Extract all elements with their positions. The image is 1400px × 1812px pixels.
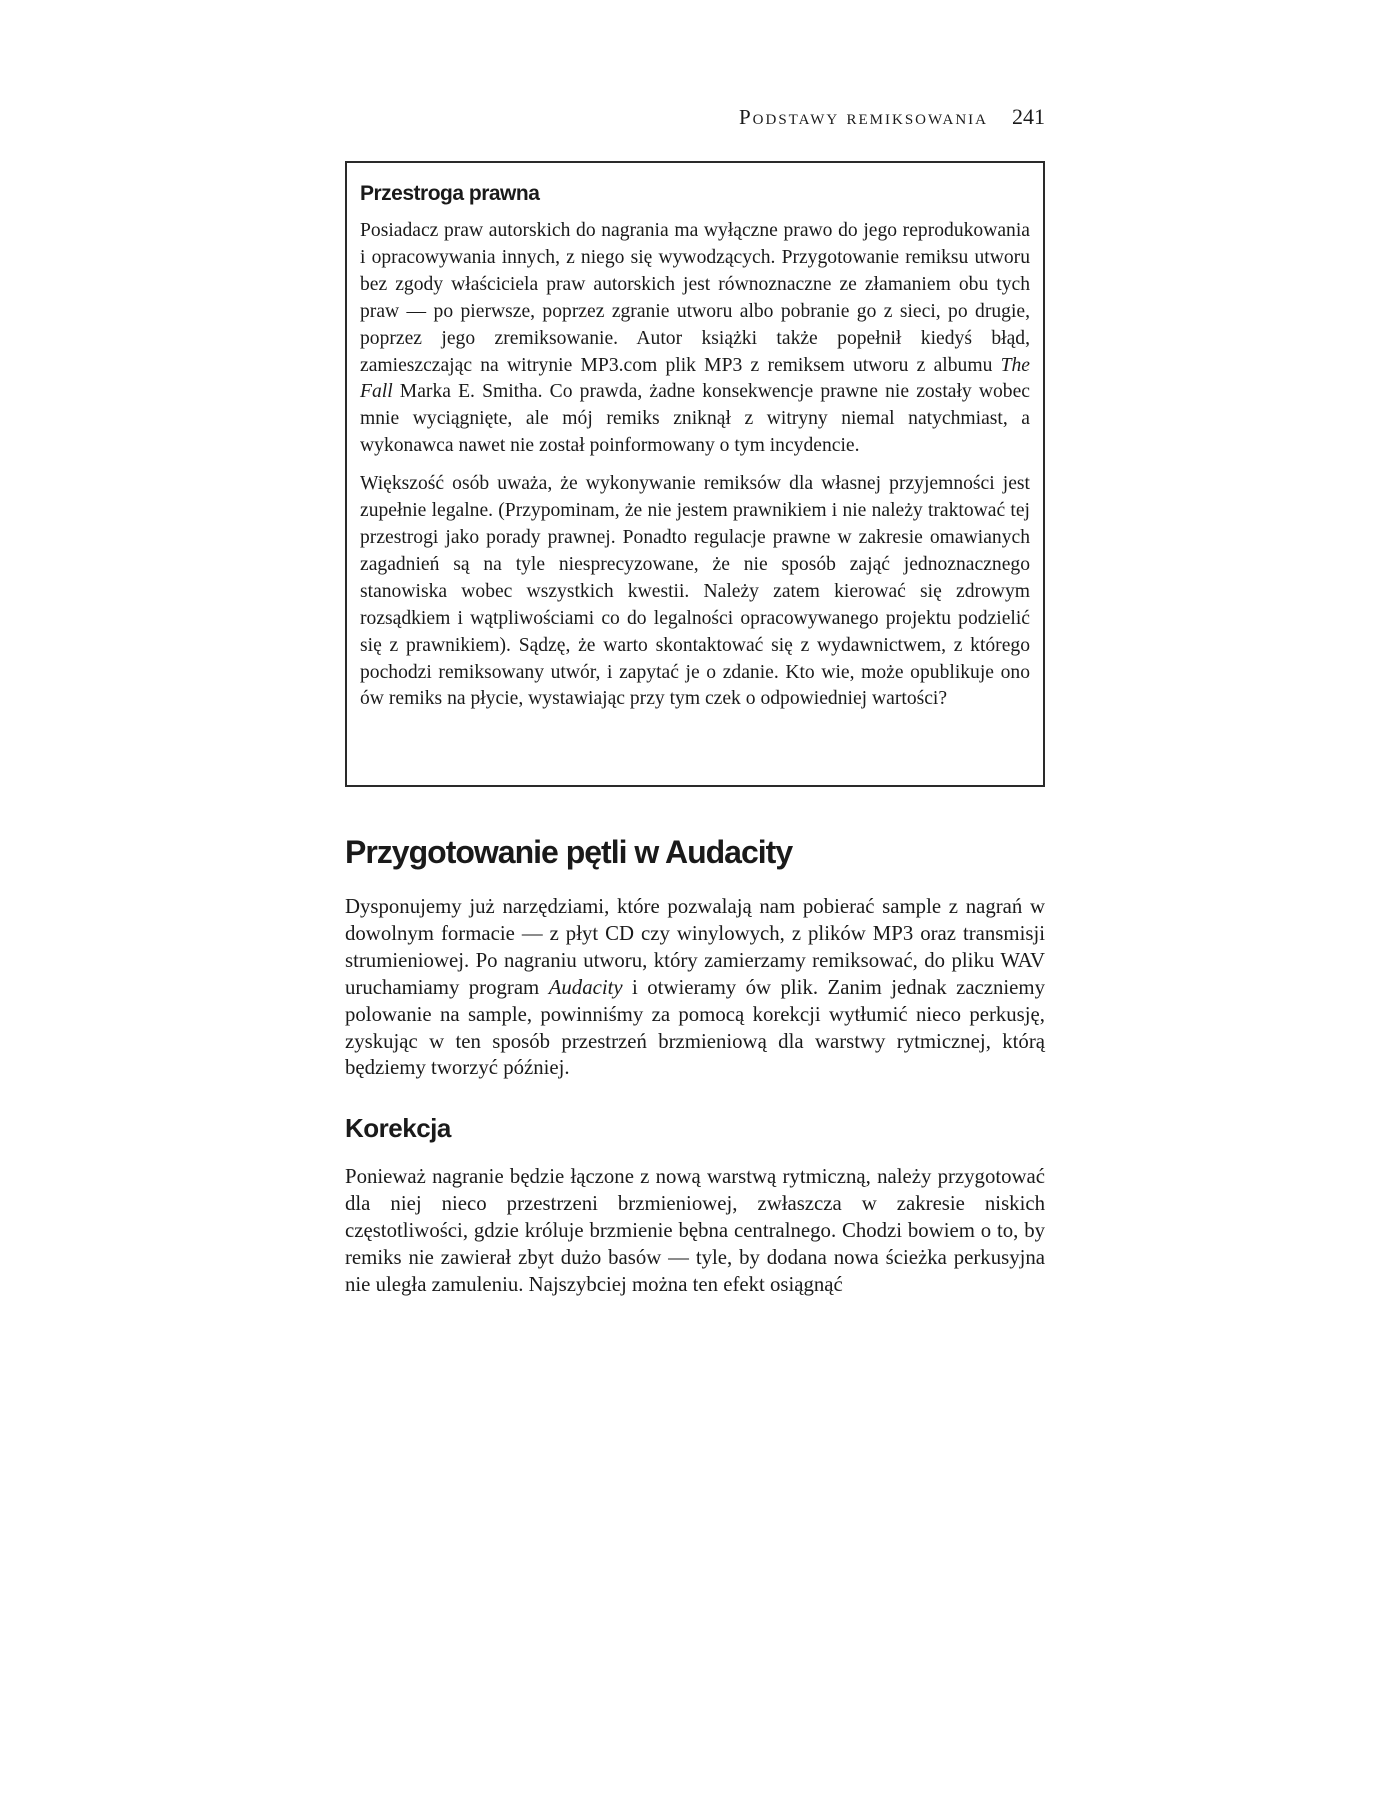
intro-text-a: Dysponujemy już narzędziami, które pozwalają nam pobierać sample z nagrań w dowolnym formacie — z płyt CD czy winylowych, z plików MP3 oraz transmisji strumieniowej. Po nagraniu utworu, który zamierzamy remiksować, do pliku WAV uruchamiamy program [345,895,1045,999]
program-name: Audacity [548,975,623,999]
running-head [345,104,1045,130]
subsection-paragraph: Ponieważ nagranie będzie łączone z nową warstwą rytmiczną, należy przygotować dla niej nieco przestrzeni brzmieniowej, zwłaszcza w zakresie niskich częstotliwości, gdzie króluje brzmienie bębna centralnego. Chodzi bowiem o to, by remiks nie zawierał zbyt dużo basów — tyle, by dodana nowa ścieżka perkusyjna nie uległa zamuleniu. Najszybciej można ten efekt osiągnąć [345,1165,1045,1296]
section-heading: Przygotowanie pętli w Audacity [345,834,793,870]
intro-text-b: i otwieramy ów plik. Zanim jednak zaczniemy polowanie na sample, powinniśmy za pomocą korekcji wytłumić nieco perkusję, zyskując w ten sposób przestrzeń brzmieniową dla warstwy rytmicznej, którą będziemy tworzyć później. [345,975,1045,1080]
subsection-heading: Korekcja [345,1113,451,1143]
album-title: The Fall [360,354,1030,403]
sidebar-paragraph-1 [360,218,1030,460]
legal-warning-box [345,161,1045,787]
sidebar-paragraph-1-text-a: Posiadacz praw autorskich do nagrania ma wyłączne prawo do jego reprodukowania i opracowywania innych, z niego się wywodzących. Przygotowanie remiksu utworu bez zgody właściciela praw autorskich jest równoznaczne ze złamaniem obu tych praw — po pierwsze, poprzez zgranie utworu albo pobranie go z sieci, po drugie, poprzez jego zremiksowanie. Autor książki także popełnił kiedyś błąd, zamieszczając na witrynie MP3.com plik MP3 z remiksem utworu z albumu [360,220,1030,376]
page-number: 241 [1012,104,1045,129]
running-head-title: Podstawy remiksowania [738,105,988,129]
sidebar-paragraph-2: Większość osób uważa, że wykonywanie remiksów dla własnej przyjemności jest zupełnie legalne. (Przypominam, że nie jestem prawnikiem i nie należy traktować tej przestrogi jako porady prawnej. Ponadto regulacje prawne w zakresie omawianych zagadnień są na tyle niesprecyzowane, że nie sposób zająć jednoznacznego stanowiska wobec wszystkich kwestii. Należy zatem kierować się zdrowym rozsądkiem i wątpliwościami co do legalności opracowywanego projektu podzielić się z prawnikiem). Sądzę, że warto skontaktować się z wydawnictwem, z którego pochodzi remiksowany utwór, i zapytać je o zdanie. Kto wie, może opublikuje ono ów remiks na płycie, wystawiając przy tym czek o odpowiedniej wartości? [360,473,1030,710]
sidebar-title: Przestroga prawna [360,182,540,205]
sidebar-paragraph-1-text-b: Marka E. Smitha. Co prawda, żadne konsekwencje prawne nie zostały wobec mnie wyciągnięte, ale mój remiks zniknął z witryny niemal natychmiast, a wykonawca nawet nie został poinformowany o tym incydencie. [360,381,1030,457]
section-intro-paragraph [345,894,1045,1082]
